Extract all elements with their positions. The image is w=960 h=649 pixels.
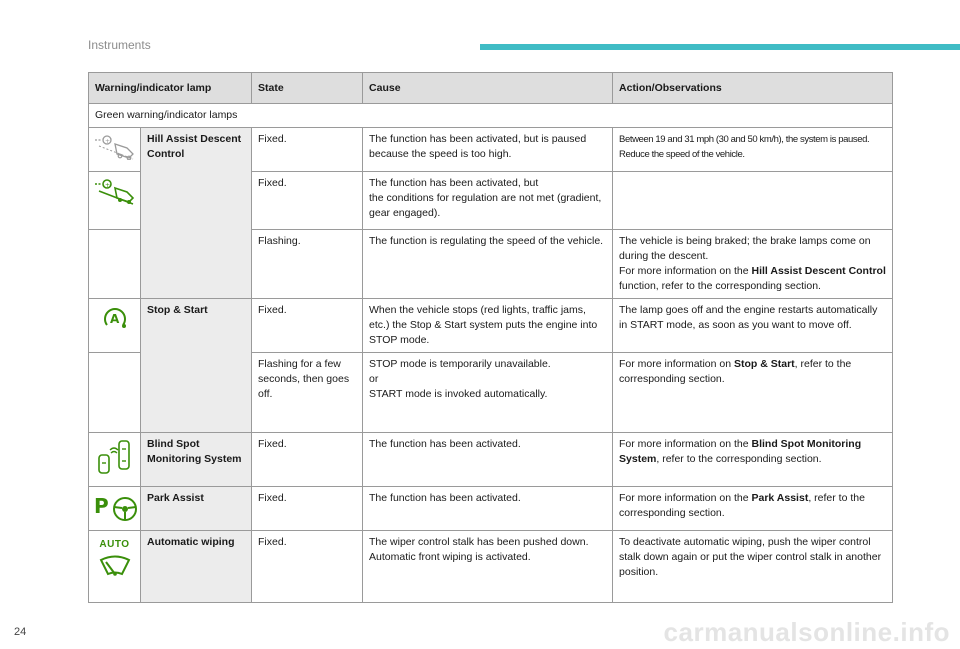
column-header-state: State	[252, 73, 363, 104]
state-cell: Flashing.	[252, 230, 363, 299]
auto-wiper-icon	[93, 537, 136, 578]
lamp-name-blind-spot: Blind Spot Monitoring System	[141, 433, 252, 487]
cause-cell: STOP mode is temporarily unavailable. or START mode is invoked automatically.	[363, 353, 613, 433]
hill-descent-active-icon	[93, 178, 136, 206]
action-cell	[613, 172, 893, 230]
state-cell: Fixed.	[252, 128, 363, 172]
action-cell: The lamp goes off and the engine restarts automatically in START mode, as soon as you want to move off.	[613, 299, 893, 353]
action-text: , refer to the corresponding section.	[619, 492, 865, 519]
action-link-text: Hill Assist Descent Control	[751, 265, 886, 277]
group-row	[89, 104, 893, 128]
table-row	[89, 487, 893, 531]
action-cell: Between 19 and 31 mph (30 and 50 km/h), the system is paused. Reduce the speed of the vehicle.	[613, 128, 893, 172]
table-row	[89, 128, 893, 172]
action-text: , refer to the corresponding section.	[656, 453, 822, 465]
stop-start-icon	[93, 305, 136, 331]
group-title: Green warning/indicator lamps	[89, 104, 893, 128]
lamp-name-park-assist: Park Assist	[141, 487, 252, 531]
action-text: For more information on	[619, 358, 734, 370]
column-header-lamp: Warning/indicator lamp	[89, 73, 252, 104]
svg-text:+: +	[105, 138, 111, 145]
action-text: For more information on the	[619, 265, 752, 277]
action-link-text: Stop & Start	[733, 358, 795, 370]
action-text: For more information on the	[619, 438, 752, 450]
cause-cell: The function has been activated, but the conditions for regulation are not met (gradient, gear engaged).	[363, 172, 613, 230]
cause-cell: The function has been activated.	[363, 487, 613, 531]
column-header-action: Action/Observations	[613, 73, 893, 104]
action-paragraph	[619, 264, 886, 294]
action-text: , refer to the corresponding section.	[619, 358, 852, 385]
svg-text:+: +	[105, 182, 111, 189]
table-header-row	[89, 73, 893, 104]
action-link-text: Park Assist	[751, 492, 809, 504]
svg-text:P: P	[94, 494, 109, 518]
state-cell: Fixed.	[252, 172, 363, 230]
action-paragraph: The vehicle is being braked; the brake lamps come on during the descent.	[619, 235, 871, 262]
action-cell	[613, 353, 893, 433]
park-assist-icon	[93, 493, 136, 523]
state-cell: Fixed.	[252, 433, 363, 487]
state-cell: Fixed.	[252, 531, 363, 603]
table-row	[89, 299, 893, 353]
icon-cell	[89, 172, 141, 230]
icon-cell	[89, 353, 141, 433]
action-text: function, refer to the corresponding section.	[619, 280, 821, 292]
table-row	[89, 531, 893, 603]
lamp-name-stop-start: Stop & Start	[141, 299, 252, 433]
page-number: 24	[14, 626, 27, 638]
column-header-cause: Cause	[363, 73, 613, 104]
cause-cell: The function has been activated, but is paused because the speed is too high.	[363, 128, 613, 172]
action-text: For more information on the	[619, 492, 752, 504]
warning-lamps-table	[88, 72, 893, 603]
action-cell: To deactivate automatic wiping, push the wiper control stalk down again or put the wiper control stalk in another position.	[613, 531, 893, 603]
icon-cell	[89, 299, 141, 353]
cause-cell: When the vehicle stops (red lights, traffic jams, etc.) the Stop & Start system puts the engine into STOP mode.	[363, 299, 613, 353]
section-title: Instruments	[88, 38, 151, 52]
cause-cell: The function has been activated.	[363, 433, 613, 487]
cause-cell: The function is regulating the speed of the vehicle.	[363, 230, 613, 299]
action-cell	[613, 487, 893, 531]
state-cell: Fixed.	[252, 299, 363, 353]
state-cell: Flashing for a few seconds, then goes off.	[252, 353, 363, 433]
lamp-name-hill-assist: Hill Assist Descent Control	[141, 128, 252, 299]
lamp-name-automatic-wiping: Automatic wiping	[141, 531, 252, 603]
header-accent-bar	[480, 44, 960, 50]
cause-cell: The wiper control stalk has been pushed down. Automatic front wiping is activated.	[363, 531, 613, 603]
icon-cell	[89, 230, 141, 299]
hill-descent-outline-icon	[93, 134, 136, 160]
action-link-text: Blind Spot Monitoring System	[619, 438, 862, 465]
auto-label: AUTO	[99, 539, 130, 550]
icon-cell	[89, 531, 141, 603]
blind-spot-icon	[93, 439, 136, 475]
svg-text:A: A	[109, 312, 119, 326]
icon-cell	[89, 487, 141, 531]
table-row	[89, 433, 893, 487]
state-cell: Fixed.	[252, 487, 363, 531]
action-cell	[613, 230, 893, 299]
icon-cell	[89, 433, 141, 487]
watermark: carmanualsonline.info	[663, 617, 950, 647]
action-cell	[613, 433, 893, 487]
icon-cell	[89, 128, 141, 172]
